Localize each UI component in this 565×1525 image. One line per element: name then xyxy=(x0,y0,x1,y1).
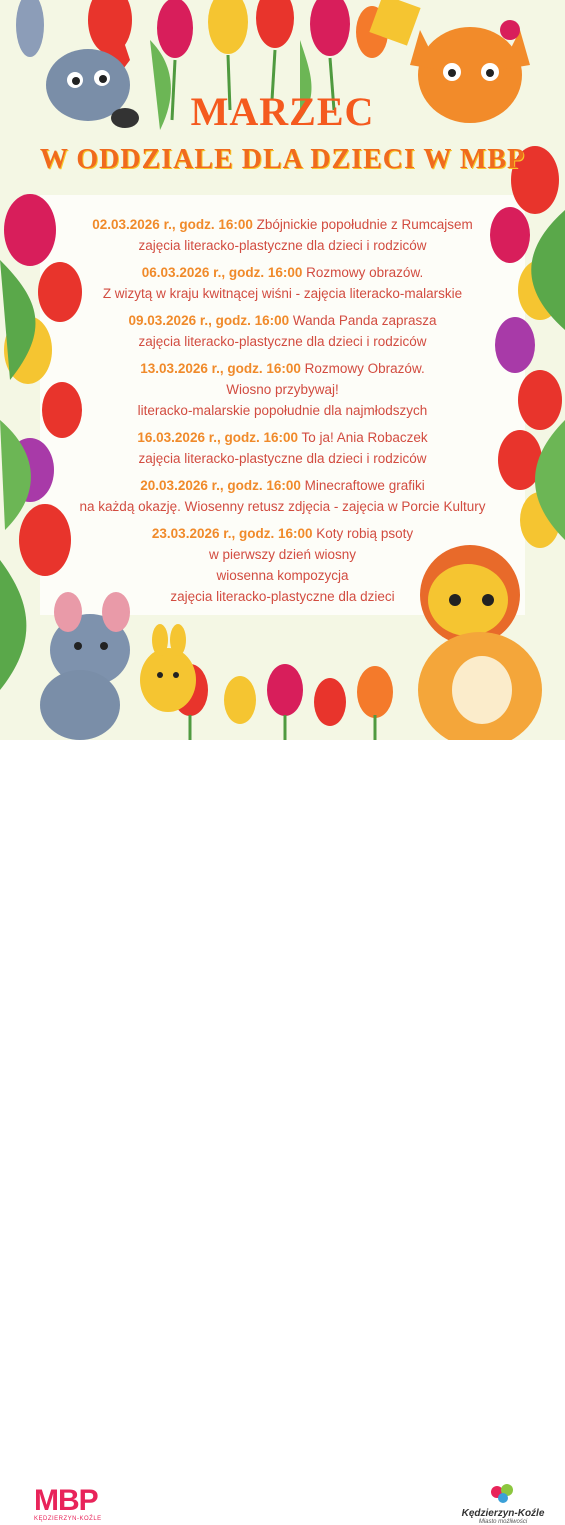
event-title: Wanda Panda zaprasza xyxy=(292,313,437,328)
mbp-logo xyxy=(34,1486,102,1522)
event-date: 13.03.2026 r., godz. 16:00 xyxy=(140,361,301,376)
event-title: Minecraftowe grafiki xyxy=(304,478,425,493)
event-item xyxy=(60,358,505,421)
event-title: Rozmowy Obrazów. xyxy=(304,361,425,376)
event-description: zajęcia literacko-plastyczne dla dzieci i rodziców xyxy=(138,238,427,253)
event-date: 09.03.2026 r., godz. 16:00 xyxy=(128,313,290,328)
event-description: zajęcia literacko-plastyczne dla dzieci i rodziców xyxy=(138,451,427,466)
floral-frame xyxy=(0,0,565,740)
event-item xyxy=(60,310,505,352)
event-title: Koty robią psoty xyxy=(316,526,414,541)
event-date: 02.03.2026 r., godz. 16:00 xyxy=(92,217,253,232)
event-date: 16.03.2026 r., godz. 16:00 xyxy=(137,430,298,445)
event-description: Z wizytą w kraju kwitnącej wiśni - zajęcia literacko-malarskie xyxy=(102,286,463,301)
event-item xyxy=(60,475,505,517)
event-item xyxy=(60,262,505,304)
event-date: 23.03.2026 r., godz. 16:00 xyxy=(151,526,313,541)
event-date: 06.03.2026 r., godz. 16:00 xyxy=(141,265,303,280)
event-item xyxy=(60,523,505,607)
event-description: w pierwszy dzień wiosny xyxy=(208,547,357,562)
event-title: To ja! Ania Robaczek xyxy=(301,430,428,445)
page-subtitle: W ODDZIALE DLA DZIECI W MBP xyxy=(39,144,526,175)
event-description: wiosenna kompozycja xyxy=(216,568,349,583)
event-description: zajęcia literacko-plastyczne dla dzieci i rodziców xyxy=(138,334,427,349)
event-title: Rozmowy obrazów. xyxy=(306,265,424,280)
footer xyxy=(0,740,565,1525)
city-logo xyxy=(458,1482,548,1525)
event-description: zajęcia literacko-plastyczne dla dzieci xyxy=(170,589,395,604)
mbp-logo-text: MBP xyxy=(34,1484,98,1517)
event-description: Wiosno przybywaj! xyxy=(226,382,339,397)
event-description: na każdą okazję. Wiosenny retusz zdjęcia - zajęcia w Porcie Kultury xyxy=(79,499,486,514)
event-title: Zbójnickie popołudnie z Rumcajsem xyxy=(256,217,473,232)
mbp-logo-subtitle: KĘDZIERZYN-KOŹLE xyxy=(34,1516,102,1522)
event-list xyxy=(60,214,505,613)
city-logo-tagline: Miasto możliwości xyxy=(478,1519,528,1525)
event-date: 20.03.2026 r., godz. 16:00 xyxy=(140,478,301,493)
event-description: literacko-malarskie popołudnie dla najmłodszych xyxy=(137,403,428,418)
city-logo-name: Kędzierzyn-Koźle xyxy=(461,1508,545,1519)
page-title: MARZEC xyxy=(190,89,375,134)
city-logo-icon xyxy=(483,1482,523,1504)
event-item xyxy=(60,427,505,469)
event-item xyxy=(60,214,505,256)
